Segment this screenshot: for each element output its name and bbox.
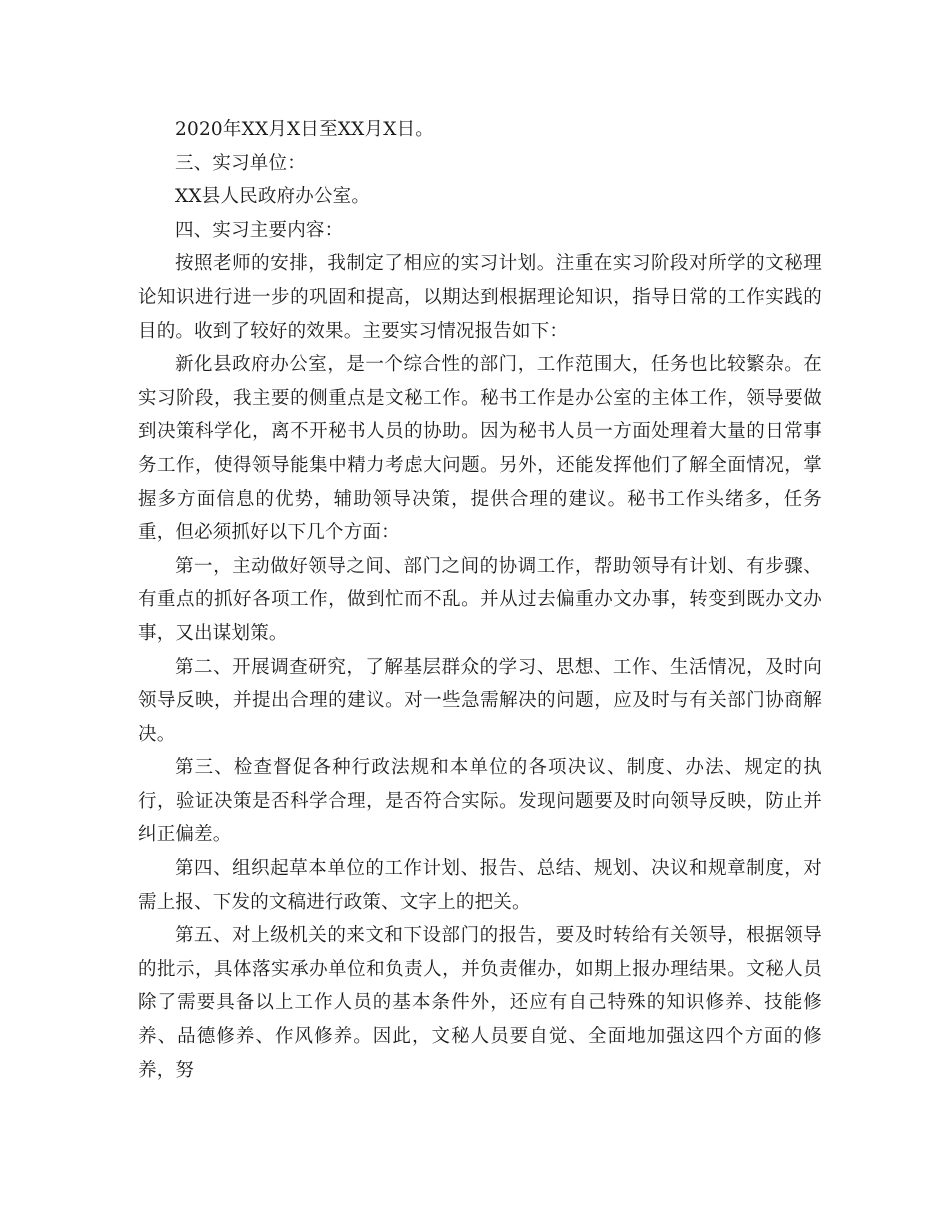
paragraph-point-two: 第二、开展调查研究，了解基层群众的学习、思想、工作、生活情况，及时向领导反映，并提出合理的建议。对一些急需解决的问题，应及时与有关部门协商解决。 — [138, 656, 822, 745]
paragraph-point-five: 第五、对上级机关的来文和下设部门的报告，要及时转给有关领导，根据领导的批示，具体落实承办单位和负责人，并负责催办，如期上报办理结果。文秘人员除了需要具备以上工作人员的基本条件外，还应有自己特殊的知识修养、技能修养、品德修养、作风修养。因此，文秘人员要自觉、全面地加强这四个方面的修养，努 — [138, 925, 822, 1081]
paragraph-point-one: 第一，主动做好领导之间、部门之间的协调工作，帮助领导有计划、有步骤、有重点的抓好各项工作，做到忙而不乱。并从过去偏重办文办事，转变到既办文办事，又出谋划策。 — [138, 555, 822, 644]
paragraph-plan: 按照老师的安排，我制定了相应的实习计划。注重在实习阶段对所学的文秘理论知识进行进一步的巩固和提高，以期达到根据理论知识，指导日常的工作实践的目的。收到了较好的效果。主要实习情况报告如下： — [138, 253, 822, 342]
paragraph-office-overview: 新化县政府办公室，是一个综合性的部门，工作范围大，任务也比较繁杂。在实习阶段，我主要的侧重点是文秘工作。秘书工作是办公室的主体工作，领导要做到决策科学化，离不开秘书人员的协助。因为秘书人员一方面处理着大量的日常事务工作，使得领导能集中精力考虑大问题。另外，还能发挥他们了解全面情况，掌握多方面信息的优势，辅助领导决策，提供合理的建议。秘书工作头绪多，任务重，但必须抓好以下几个方面： — [138, 354, 822, 544]
paragraph-point-three: 第三、检查督促各种行政法规和本单位的各项决议、制度、办法、规定的执行，验证决策是否科学合理，是否符合实际。发现问题要及时向领导反映，防止并纠正偏差。 — [138, 757, 822, 846]
heading-internship-unit: 三、实习单位： — [175, 152, 306, 174]
paragraph-point-four: 第四、组织起草本单位的工作计划、报告、总结、规划、决议和规章制度，对需上报、下发的文稿进行政策、文字上的把关。 — [138, 858, 822, 913]
paragraph-internship-unit: XX县人民政府办公室。 — [175, 186, 371, 208]
heading-main-content: 四、实习主要内容： — [175, 219, 344, 241]
paragraph-date-range: 2020年XX月X日至XX月X日。 — [175, 119, 435, 140]
document-body — [138, 113, 822, 1087]
